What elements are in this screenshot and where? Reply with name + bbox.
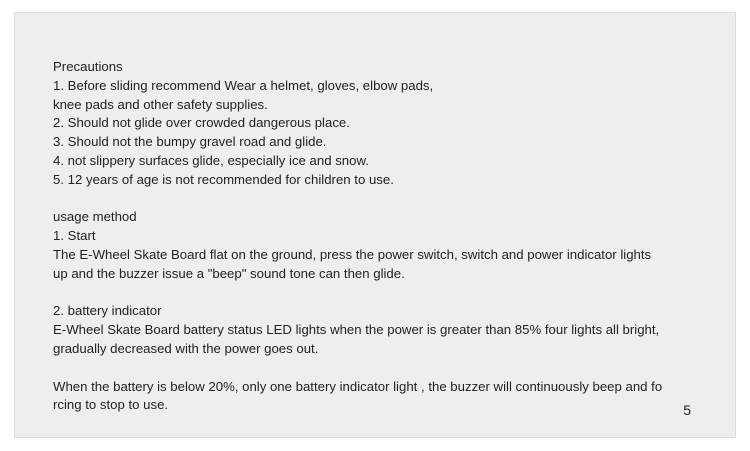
start-title: 1. Start: [53, 228, 96, 244]
precautions-heading: Precautions: [53, 59, 123, 74]
manual-content: [53, 58, 703, 415]
spacer: [53, 284, 703, 303]
precaution-line: knee pads and other safety supplies.: [53, 96, 268, 112]
battery-title: 2. battery indicator: [53, 303, 162, 319]
start-line: up and the buzzer issue a "beep" sound tone can then glide.: [53, 265, 405, 281]
page-number: 5: [683, 402, 691, 418]
low-battery-line: rcing to stop to use.: [53, 397, 169, 413]
precaution-line: 1. Before sliding recommend Wear a helmet, gloves, elbow pads,: [53, 77, 434, 93]
usage-heading: usage method: [53, 209, 137, 225]
precaution-line: 4. not slippery surfaces glide, especially ice and snow.: [53, 152, 369, 168]
spacer: [53, 190, 703, 209]
battery-line: gradually decreased with the power goes out.: [53, 340, 319, 356]
precaution-line: 3. Should not the bumpy gravel road and glide.: [53, 134, 327, 150]
low-battery-line: When the battery is below 20%, only one battery indicator light , the buzzer will continuously beep and fo: [53, 378, 663, 394]
spacer: [53, 359, 703, 378]
start-line: The E-Wheel Skate Board flat on the ground, press the power switch, switch and power indicator lights: [53, 246, 652, 262]
battery-line: E-Wheel Skate Board battery status LED lights when the power is greater than 85% four lights all bright,: [53, 322, 660, 338]
precaution-line: 2. Should not glide over crowded dangerous place.: [53, 115, 350, 131]
manual-page: [14, 12, 736, 438]
precaution-line: 5. 12 years of age is not recommended for children to use.: [53, 171, 394, 187]
